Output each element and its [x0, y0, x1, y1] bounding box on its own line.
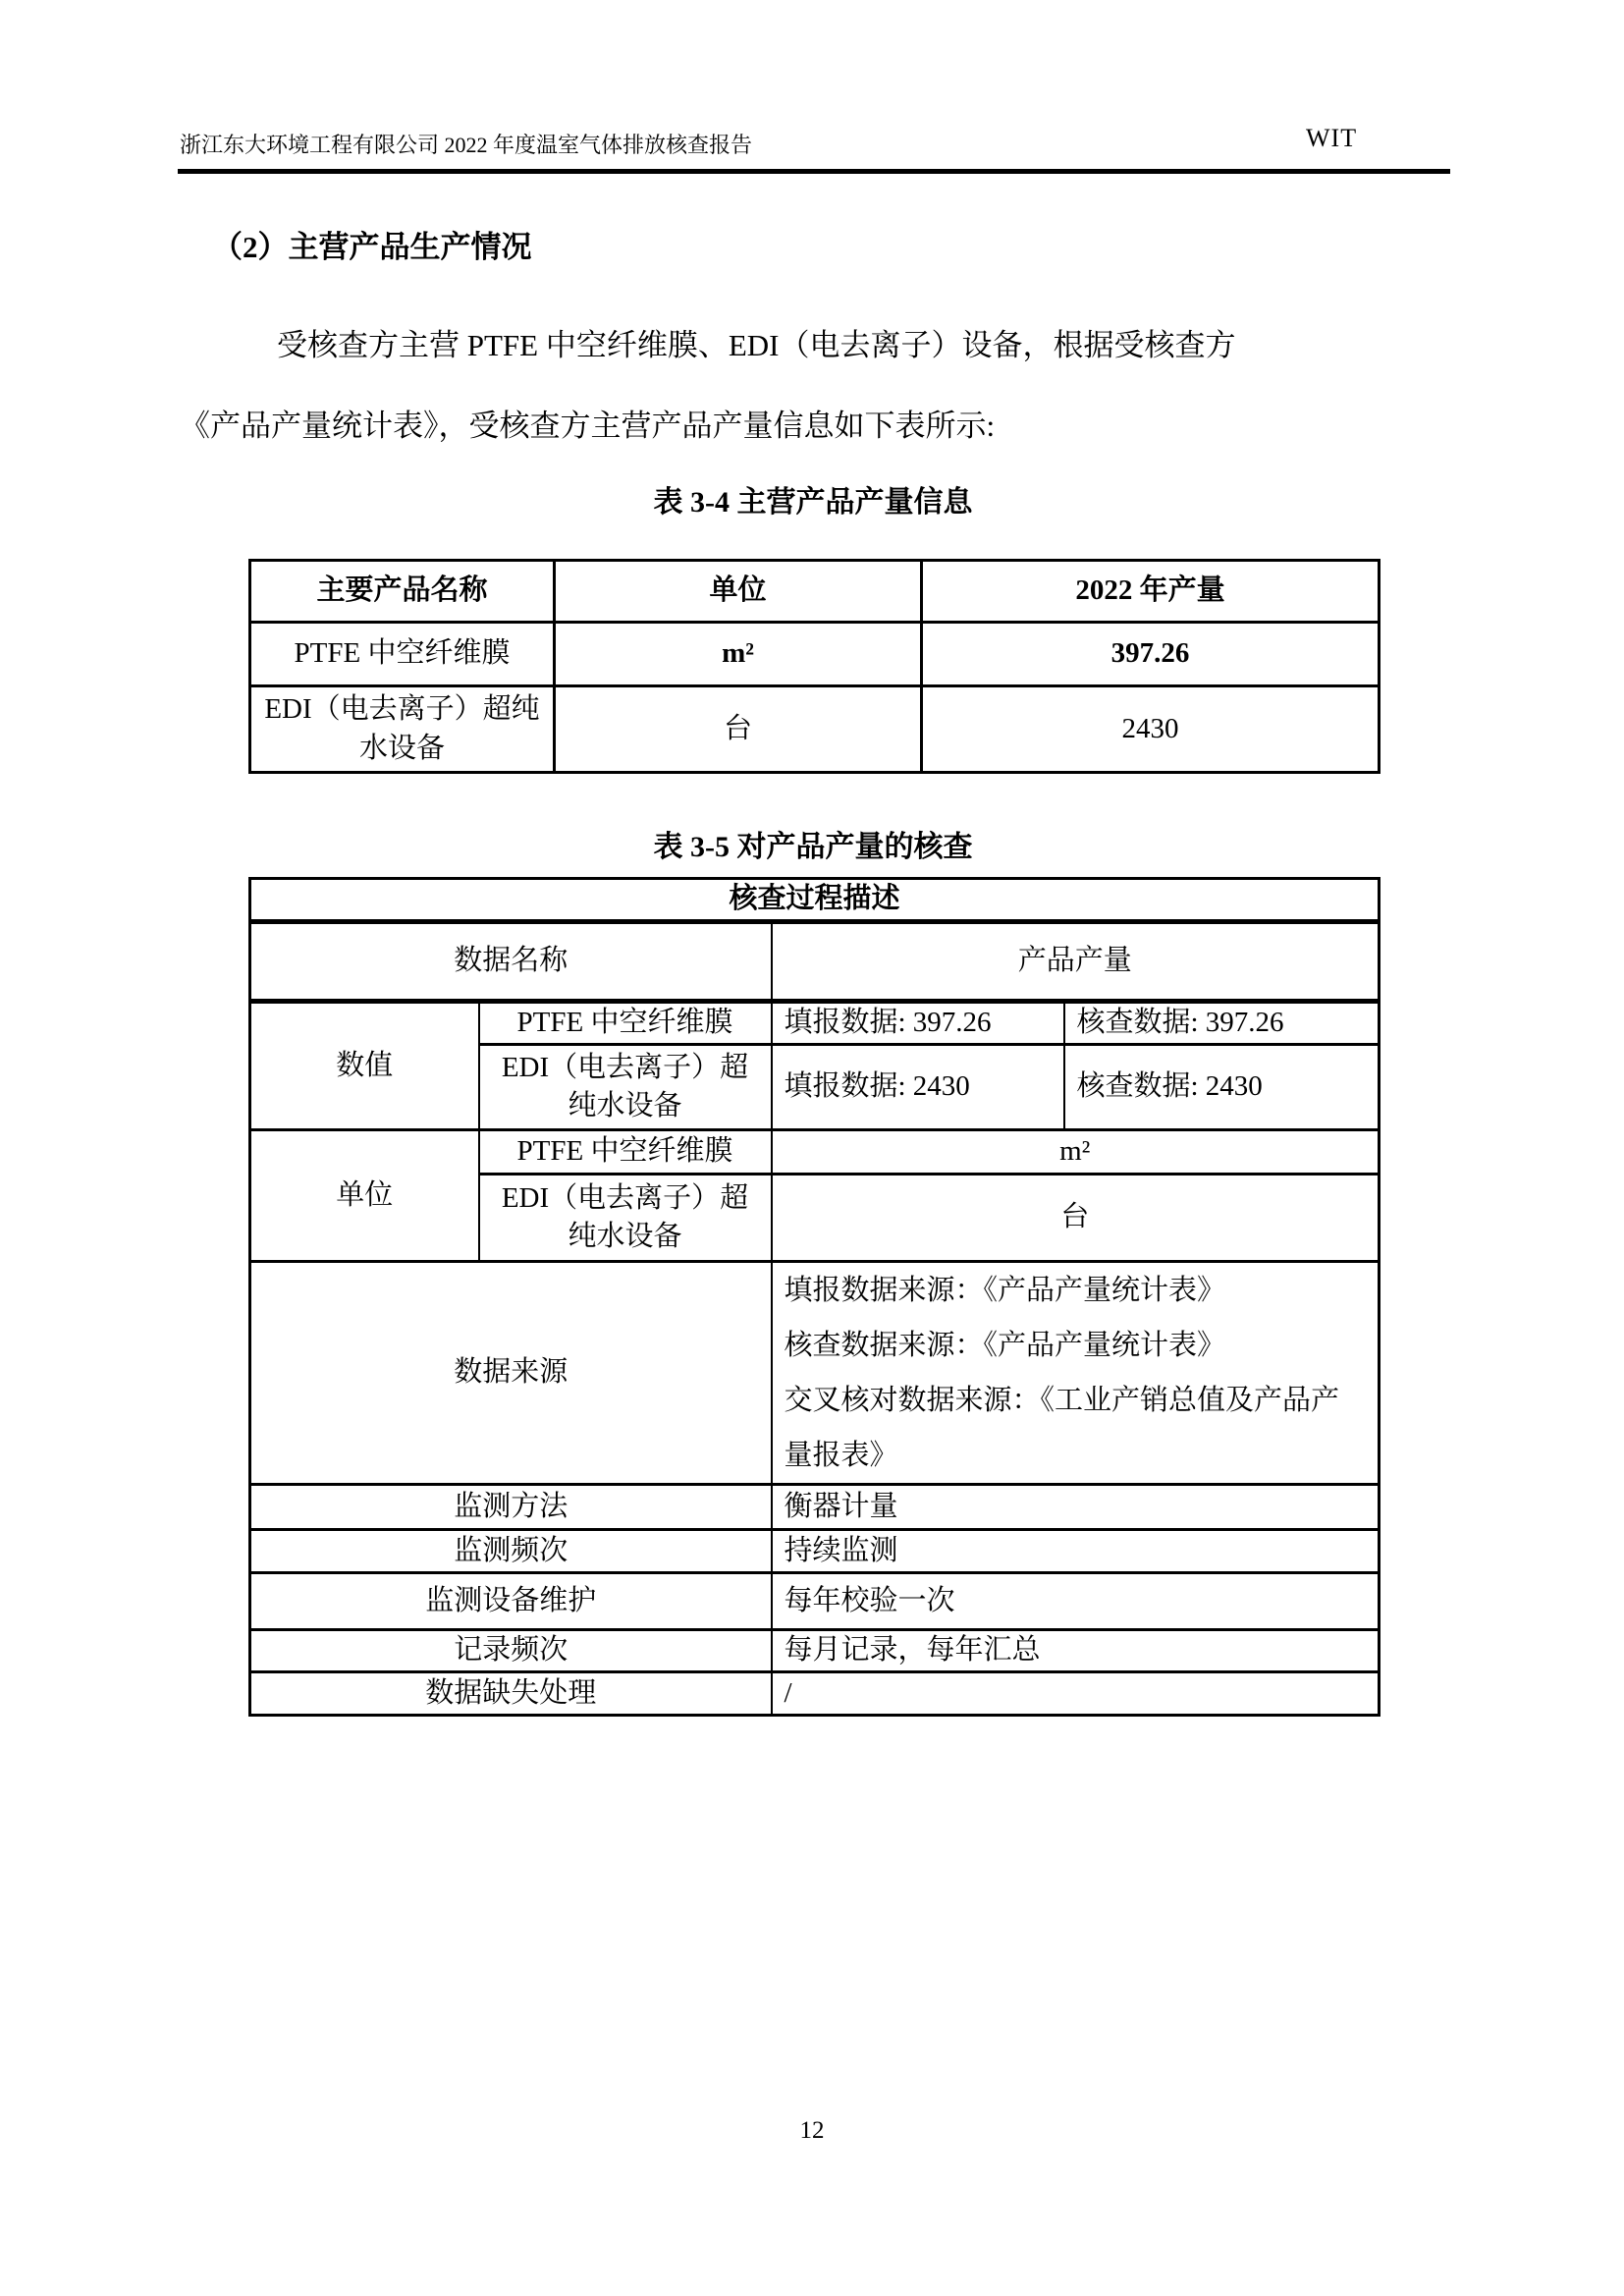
t34-row1-name: PTFE 中空纤维膜 — [250, 623, 555, 686]
t35-unit-product1-unit: m² — [772, 1130, 1380, 1175]
section-heading: （2）主营产品生产情况 — [212, 230, 532, 264]
table-row — [250, 879, 1380, 922]
t34-header-unit: 单位 — [555, 561, 922, 623]
t35-source-label: 数据来源 — [250, 1262, 772, 1485]
t34-row1-unit: m² — [555, 623, 922, 686]
t35-monitor-freq-label: 监测频次 — [250, 1530, 772, 1573]
t35-data-name-label: 数据名称 — [250, 922, 772, 1002]
t35-source-line1: 填报数据来源：《产品产量统计表》 — [784, 1275, 1226, 1306]
t35-value-product1-name: PTFE 中空纤维膜 — [479, 1002, 772, 1045]
table-row — [250, 1672, 1380, 1716]
t35-unit-product2-name-line2: 纯水设备 — [568, 1221, 682, 1252]
t34-row2-unit: 台 — [555, 686, 922, 773]
t34-row2-name-line2: 水设备 — [358, 732, 445, 764]
t35-monitor-method-label: 监测方法 — [250, 1485, 772, 1530]
table-3-5 — [248, 877, 1380, 1717]
t34-header-output: 2022 年产量 — [922, 561, 1380, 623]
t35-value-product2-verified: 核查数据: 2430 — [1064, 1045, 1380, 1130]
t35-process-header: 核查过程描述 — [250, 879, 1380, 922]
t35-value-product2-name — [479, 1045, 772, 1130]
t35-missing-data-value: / — [772, 1672, 1380, 1716]
t35-unit-label: 单位 — [250, 1130, 479, 1262]
t35-unit-product2-unit: 台 — [772, 1175, 1380, 1262]
table-row — [250, 1262, 1380, 1485]
header-rule — [178, 169, 1450, 174]
t35-missing-data-label: 数据缺失处理 — [250, 1672, 772, 1716]
table-row — [250, 1573, 1380, 1630]
t35-unit-product2-name — [479, 1175, 772, 1262]
t35-value-product2-name-line1: EDI（电去离子）超 — [501, 1051, 749, 1083]
t35-data-name-value: 产品产量 — [772, 922, 1380, 1002]
t35-device-maint-label: 监测设备维护 — [250, 1573, 772, 1630]
table-3-4-title: 表 3-4 主营产品产量信息 — [653, 486, 973, 519]
t35-value-product1-verified: 核查数据: 397.26 — [1064, 1002, 1380, 1045]
t35-source-line2: 核查数据来源：《产品产量统计表》 — [784, 1330, 1226, 1361]
t35-value-product1-reported: 填报数据: 397.26 — [772, 1002, 1064, 1045]
t35-value-product2-reported: 填报数据: 2430 — [772, 1045, 1064, 1130]
t35-unit-product1-name: PTFE 中空纤维膜 — [479, 1130, 772, 1175]
table-row — [250, 561, 1380, 623]
t35-device-maint-value: 每年校验一次 — [772, 1573, 1380, 1630]
table-3-5-title: 表 3-5 对产品产量的核查 — [653, 831, 973, 863]
report-header-title: 浙江东大环境工程有限公司 2022 年度温室气体排放核查报告 — [180, 133, 753, 157]
t35-value-label: 数值 — [250, 1002, 479, 1130]
t34-header-product: 主要产品名称 — [250, 561, 555, 623]
table-row — [250, 1002, 1380, 1045]
t34-row2-name — [250, 686, 555, 773]
t35-record-freq-value: 每月记录，每年汇总 — [772, 1630, 1380, 1672]
header-logo-text: WIT — [1306, 124, 1358, 152]
table-row — [250, 623, 1380, 686]
t35-source-line4: 量报表》 — [784, 1440, 898, 1471]
t35-source-content — [772, 1262, 1380, 1485]
table-row — [250, 1530, 1380, 1573]
t35-source-line3: 交叉核对数据来源：《工业产销总值及产品产 — [784, 1385, 1340, 1416]
t34-row2-output: 2430 — [922, 686, 1380, 773]
t35-monitor-method-value: 衡器计量 — [772, 1485, 1380, 1530]
page-number: 12 — [799, 2117, 825, 2144]
t35-monitor-freq-value: 持续监测 — [772, 1530, 1380, 1573]
table-row — [250, 1485, 1380, 1530]
t34-row2-name-line1: EDI（电去离子）超纯 — [264, 693, 540, 726]
table-row — [250, 686, 1380, 773]
t35-value-product2-name-line2: 纯水设备 — [568, 1090, 682, 1121]
t35-record-freq-label: 记录频次 — [250, 1630, 772, 1672]
table-row — [250, 922, 1380, 1002]
table-row — [250, 1630, 1380, 1672]
table-row — [250, 1130, 1380, 1175]
t35-unit-product2-name-line1: EDI（电去离子）超 — [501, 1181, 749, 1214]
table-3-4 — [248, 559, 1380, 774]
paragraph-line-1: 受核查方主营 PTFE 中空纤维膜、EDI（电去离子）设备，根据受核查方 — [277, 328, 1236, 362]
paragraph-line-2: 《产品产量统计表》，受核查方主营产品产量信息如下表所示: — [180, 409, 996, 443]
t34-row1-output: 397.26 — [922, 623, 1380, 686]
